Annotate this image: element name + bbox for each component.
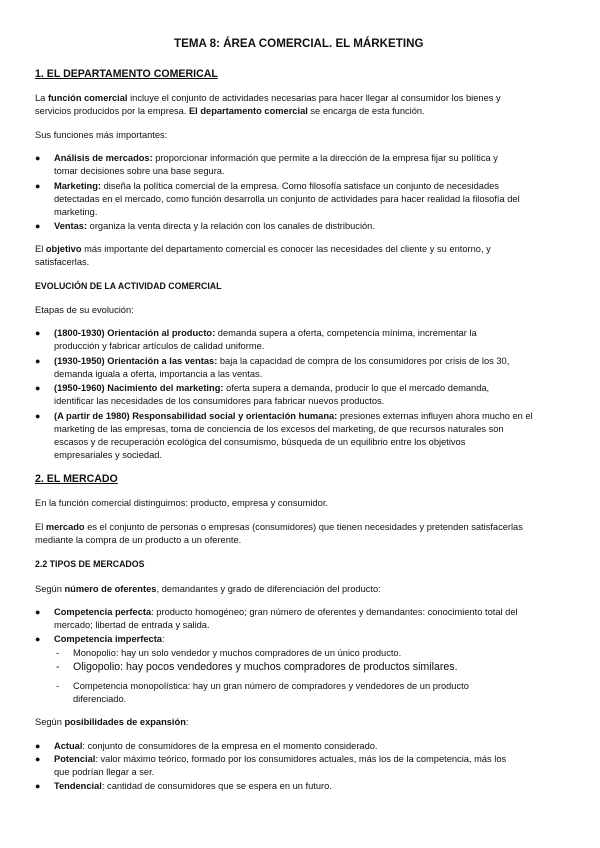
funcion-analisis-line-2: tomar decisiones sobre una base segura.: [54, 166, 225, 176]
bullet: ●: [35, 383, 41, 393]
segun-expansion: Según posibilidades de expansión:: [35, 717, 189, 727]
dash-marker: -: [56, 681, 60, 691]
etapas-intro: Etapas de su evolución:: [35, 305, 134, 315]
etapa-2-line-1: (1930-1950) Orientación a las ventas: baja la capacidad de compra de los consumidores por crisis de los 30,: [54, 356, 510, 366]
bullet: ●: [35, 181, 41, 191]
expansion-potencial-line-2: que podrían llegar a ser.: [54, 767, 155, 777]
competencia-perfecta-line-1: Competencia perfecta: producto homogéneo; gran número de oferentes y demandantes: conocimiento total del: [54, 607, 518, 617]
imperfecta-oligopolio: Oligopolio: hay pocos vendedores y muchos compradores de productos similares.: [73, 661, 458, 673]
funcion-marketing-line-3: marketing.: [54, 207, 98, 217]
imperfecta-monopolistica-line-2: diferenciado.: [73, 694, 127, 704]
funcion-ventas-line-1: Ventas: organiza la venta directa y la relación con los canales de distribución.: [54, 221, 375, 231]
funciones-intro: Sus funciones más importantes:: [35, 130, 168, 140]
competencia-perfecta-line-2: mercado; libertad de entrada y salida.: [54, 620, 210, 630]
bullet: ●: [35, 741, 41, 751]
tipos-heading: 2.2 TIPOS DE MERCADOS: [35, 559, 145, 569]
bullet: ●: [35, 328, 41, 338]
bullet: ●: [35, 607, 41, 617]
paragraph-funcion-comercial-line-1: La función comercial incluye el conjunto de actividades necesarias para hacer llegar al consumidor los bienes y: [35, 93, 501, 103]
paragraph-mercado-line-2: mediante la compra de un producto a un oferente.: [35, 535, 242, 545]
paragraph-funcion-distinguimos: En la función comercial distinguimos: producto, empresa y consumidor.: [35, 498, 328, 508]
etapa-4-line-1: (A partir de 1980) Responsabilidad social y orientación humana: presiones externas influyen ahora mucho en el: [54, 411, 533, 421]
section-2-heading: 2. EL MERCADO: [35, 473, 118, 485]
imperfecta-monopolio: Monopolio: hay un solo vendedor y muchos compradores de un único producto.: [73, 648, 402, 658]
bullet: ●: [35, 153, 41, 163]
evolucion-heading: EVOLUCIÓN DE LA ACTIVIDAD COMERCIAL: [35, 281, 222, 291]
imperfecta-monopolistica-line-1: Competencia monopolística: hay un gran número de compradores y vendedores de un producto: [73, 681, 469, 691]
paragraph-funcion-comercial-line-2: servicios producidos por la empresa. El departamento comercial se encarga de esta función.: [35, 106, 425, 116]
bullet: ●: [35, 754, 41, 764]
expansion-potencial-line-1: Potencial: valor máximo teórico, formado por los consumidores actuales, más los de la competencia, más los: [54, 754, 507, 764]
bullet: ●: [35, 781, 41, 791]
funcion-analisis-line-1: Análisis de mercados: proporcionar información que permite a la dirección de la empresa fijar su política y: [54, 153, 498, 163]
bullet: ●: [35, 356, 41, 366]
etapa-4-line-3: escasos y de recuperación ecológica del consumismo, búsqueda de un equilibrio entre los objetivos: [54, 437, 466, 447]
etapa-1-line-2: producción y fabricar artículos de calidad uniforme.: [54, 341, 265, 351]
etapa-1-line-1: (1800-1930) Orientación al producto: demanda supera a oferta, competencia mínima, incrementar la: [54, 328, 477, 338]
document-title: TEMA 8: ÁREA COMERCIAL. EL MÁRKETING: [174, 37, 424, 50]
paragraph-objetivo-line-1: El objetivo más importante del departamento comercial es conocer las necesidades del cliente y su entorno, y: [35, 244, 491, 254]
expansion-tendencial: Tendencial: cantidad de consumidores que se espera en un futuro.: [54, 781, 332, 791]
expansion-actual: Actual: conjunto de consumidores de la empresa en el momento considerado.: [54, 741, 378, 751]
bullet: ●: [35, 221, 41, 231]
etapa-4-line-2: marketing de las empresas, toma de conciencia de los excesos del marketing, de que recursos naturales son: [54, 424, 504, 434]
etapa-2-line-2: demanda iguala a oferta, importancia a las ventas.: [54, 369, 263, 379]
bullet: ●: [35, 634, 41, 644]
bullet: ●: [35, 411, 41, 421]
dash-marker: -: [56, 648, 60, 658]
section-1-heading: 1. EL DEPARTAMENTO COMERICAL: [35, 68, 218, 80]
dash-marker: -: [56, 661, 60, 673]
etapa-3-line-1: (1950-1960) Nacimiento del marketing: oferta supera a demanda, producir lo que el mercado demanda,: [54, 383, 490, 393]
competencia-imperfecta: Competencia imperfecta:: [54, 634, 165, 644]
etapa-4-line-4: empresariales y sociedad.: [54, 450, 162, 460]
funcion-marketing-line-1: Marketing: diseña la política comercial de la empresa. Como filosofía satisface un conjunto de necesidades: [54, 181, 499, 191]
funcion-marketing-line-2: detectadas en el mercado, como función desarrolla un conjunto de actividades para hacer realidad la filosofía del: [54, 194, 520, 204]
etapa-3-line-2: identificar las necesidades de los consumidores para fabricar nuevos productos.: [54, 396, 385, 406]
paragraph-objetivo-line-2: satisfacerlas.: [35, 257, 90, 267]
paragraph-mercado-line-1: El mercado es el conjunto de personas o empresas (consumidores) que tienen necesidades y pretenden satisfacerlas: [35, 522, 523, 532]
segun-oferentes: Según número de oferentes, demandantes y grado de diferenciación del producto:: [35, 584, 381, 594]
